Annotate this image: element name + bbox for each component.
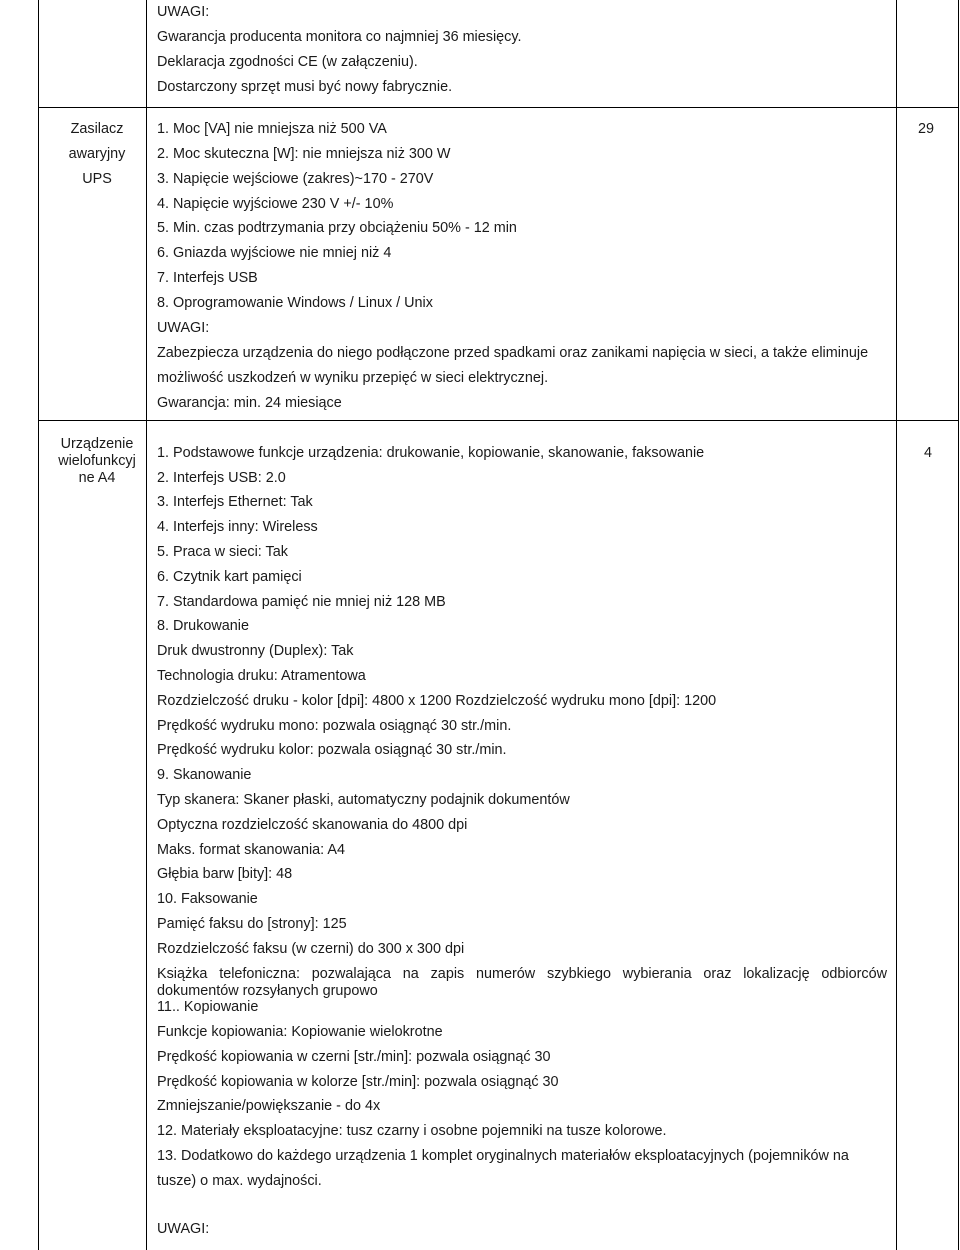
mfp-spec-17: Maks. format skanowania: A4 [157, 842, 345, 858]
mfp-spec-14: 9. Skanowanie [157, 767, 252, 783]
table-border-label-right [146, 0, 147, 1250]
ups-spec-8: 8. Oprogramowanie Windows / Linux / Unix [157, 295, 433, 311]
mfp-spec-16: Optyczna rozdzielczość skanowania do 4800 dpi [157, 817, 468, 833]
mfp-spec-copy-1: Funkcje kopiowania: Kopiowanie wielokrotne [157, 1024, 443, 1040]
row-separator-2 [38, 420, 959, 421]
top-note-3: Deklaracja zgodności CE (w załączeniu). [157, 54, 418, 70]
mfp-spec-9: Druk dwustronny (Duplex): Tak [157, 643, 354, 659]
mfp-spec-21: Rozdzielczość faksu (w czerni) do 300 x 300 dpi [157, 941, 465, 957]
mfp-spec-extra-1: 13. Dodatkowo do każdego urządzenia 1 komplet oryginalnych materiałów eksploatacyjnych (pojemników na [157, 1148, 849, 1164]
ups-notes-1: Zabezpiecza urządzenia do niego podłączone przed spadkami oraz zanikami napięcia w sieci, a także eliminuje [157, 345, 869, 361]
mfp-label-2: wielofunkcyj [58, 453, 136, 469]
ups-spec-1: 1. Moc [VA] nie mniejsza niż 500 VA [157, 121, 387, 137]
mfp-spec-11: Rozdzielczość druku - kolor [dpi]: 4800 x 1200 Rozdzielczość wydruku mono [dpi]: 1200 [157, 693, 717, 709]
ups-warranty: Gwarancja: min. 24 miesiące [157, 395, 342, 411]
mfp-spec-13: Prędkość wydruku kolor: pozwala osiągnąć 30 str./min. [157, 742, 507, 758]
mfp-spec-19: 10. Faksowanie [157, 891, 258, 907]
ups-notes-2: możliwość uszkodzeń w wyniku przepięć w sieci elektrycznej. [157, 370, 549, 386]
mfp-label-3: ne A4 [78, 470, 116, 486]
mfp-spec-10: Technologia druku: Atramentowa [157, 668, 366, 684]
ups-spec-6: 6. Gniazda wyjściowe nie mniej niż 4 [157, 245, 392, 261]
mfp-spec-6: 6. Czytnik kart pamięci [157, 569, 302, 585]
mfp-spec-copy-heading: 11.. Kopiowanie [157, 999, 259, 1015]
ups-label-3: UPS [82, 171, 112, 187]
mfp-spec-20: Pamięć faksu do [strony]: 125 [157, 916, 347, 932]
mfp-spec-18: Głębia barw [bity]: 48 [157, 866, 293, 882]
ups-quantity: 29 [918, 121, 935, 137]
row-separator-1 [38, 107, 959, 108]
mfp-spec-5: 5. Praca w sieci: Tak [157, 544, 288, 560]
mfp-notes-heading: UWAGI: [157, 1221, 210, 1237]
mfp-spec-copy-2: Prędkość kopiowania w czerni [str./min]: pozwala osiągnąć 30 [157, 1049, 551, 1065]
ups-spec-4: 4. Napięcie wyjściowe 230 V +/- 10% [157, 196, 394, 212]
table-border-left [38, 0, 39, 1250]
mfp-spec-2: 2. Interfejs USB: 2.0 [157, 470, 286, 486]
mfp-phonebook-line-2: dokumentów rozsyłanych grupowo [157, 983, 378, 999]
table-border-right [958, 0, 959, 1250]
mfp-spec-copy-3: Prędkość kopiowania w kolorze [str./min]: pozwala osiągnąć 30 [157, 1074, 559, 1090]
mfp-label-1: Urządzenie [60, 436, 134, 452]
mfp-quantity: 4 [924, 445, 933, 461]
mfp-spec-extra-2: tusze) o max. wydajności. [157, 1173, 322, 1189]
mfp-spec-supplies: 12. Materiały eksploatacyjne: tusz czarny i osobne pojemniki na tusze kolorowe. [157, 1123, 667, 1139]
ups-spec-5: 5. Min. czas podtrzymania przy obciążeniu 50% - 12 min [157, 220, 517, 236]
mfp-spec-3: 3. Interfejs Ethernet: Tak [157, 494, 313, 510]
mfp-spec-15: Typ skanera: Skaner płaski, automatyczny podajnik dokumentów [157, 792, 570, 808]
ups-spec-7: 7. Interfejs USB [157, 270, 258, 286]
mfp-spec-copy-4: Zmniejszanie/powiększanie - do 4x [157, 1098, 381, 1114]
mfp-spec-8: 8. Drukowanie [157, 618, 249, 634]
table-border-desc-right [896, 0, 897, 1250]
mfp-spec-7: 7. Standardowa pamięć nie mniej niż 128 MB [157, 594, 446, 610]
ups-notes-heading: UWAGI: [157, 320, 210, 336]
mfp-spec-4: 4. Interfejs inny: Wireless [157, 519, 318, 535]
top-note-2: Gwarancja producenta monitora co najmniej 36 miesięcy. [157, 29, 522, 45]
ups-label-2: awaryjny [68, 146, 126, 162]
mfp-spec-1: 1. Podstawowe funkcje urządzenia: drukowanie, kopiowanie, skanowanie, faksowanie [157, 445, 705, 461]
ups-spec-3: 3. Napięcie wejściowe (zakres)~170 - 270V [157, 171, 434, 187]
mfp-spec-12: Prędkość wydruku mono: pozwala osiągnąć 30 str./min. [157, 718, 512, 734]
ups-spec-2: 2. Moc skuteczna [W]: nie mniejsza niż 300 W [157, 146, 451, 162]
top-note-4: Dostarczony sprzęt musi być nowy fabrycznie. [157, 79, 453, 95]
mfp-phonebook-line-1: Książka telefoniczna: pozwalająca na zapis numerów szybkiego wybierania oraz lokalizację odbiorców [157, 966, 887, 982]
top-note-1: UWAGI: [157, 4, 210, 20]
ups-label-1: Zasilacz [70, 121, 124, 137]
